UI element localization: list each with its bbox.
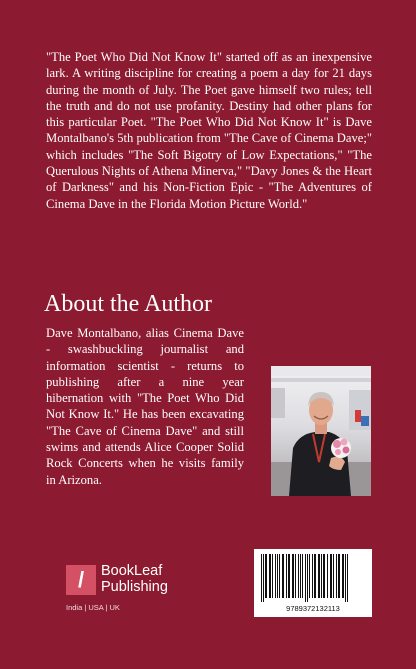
book-blurb: "The Poet Who Did Not Know It" started off as an inexpensive lark. A writing discipline for creating a poem a day for 21 days during the month of July. The Poet gave himself two rules; tell the truth and do not use profanity. Destiny had other plans for this particular Poet. "The Poet Who Did Not Know It" is Dave Montalbano's 5th publication from "The Cave of Cinema Dave;" which includes "The Soft Bigotry of Low Expectations," "The Querulous Nights of Athena Minerva," "Davy Jones & the Heart of Darkness" and his Non-Fiction Epic - "The Adventures of Cinema Dave in the Florida Motion Picture World." [46, 50, 372, 211]
author-photo [271, 366, 371, 496]
isbn-number: 9789372132113 [286, 604, 340, 613]
barcode-bars-icon [260, 554, 366, 602]
about-author-text: Dave Montalbano, alias Cinema Dave - swashbuckling journalist and information scientist - returns to publishing after a nine year hibernation with "The Poet Who Did Not Know It." He has been excavating "The Cave of Cinema Dave" and still swims and attends Alice Cooper Solid Rock Concerts when he visits family in Arizona. [46, 326, 244, 487]
isbn-barcode [254, 549, 372, 617]
about-author-heading: About the Author [44, 291, 212, 317]
publisher-tagline: Publishing [101, 579, 168, 595]
slash-logo-icon: / [66, 565, 96, 595]
publisher-regions: India | USA | UK [66, 603, 120, 612]
publisher-name: BookLeaf [101, 563, 163, 579]
publisher-logo [66, 563, 166, 613]
